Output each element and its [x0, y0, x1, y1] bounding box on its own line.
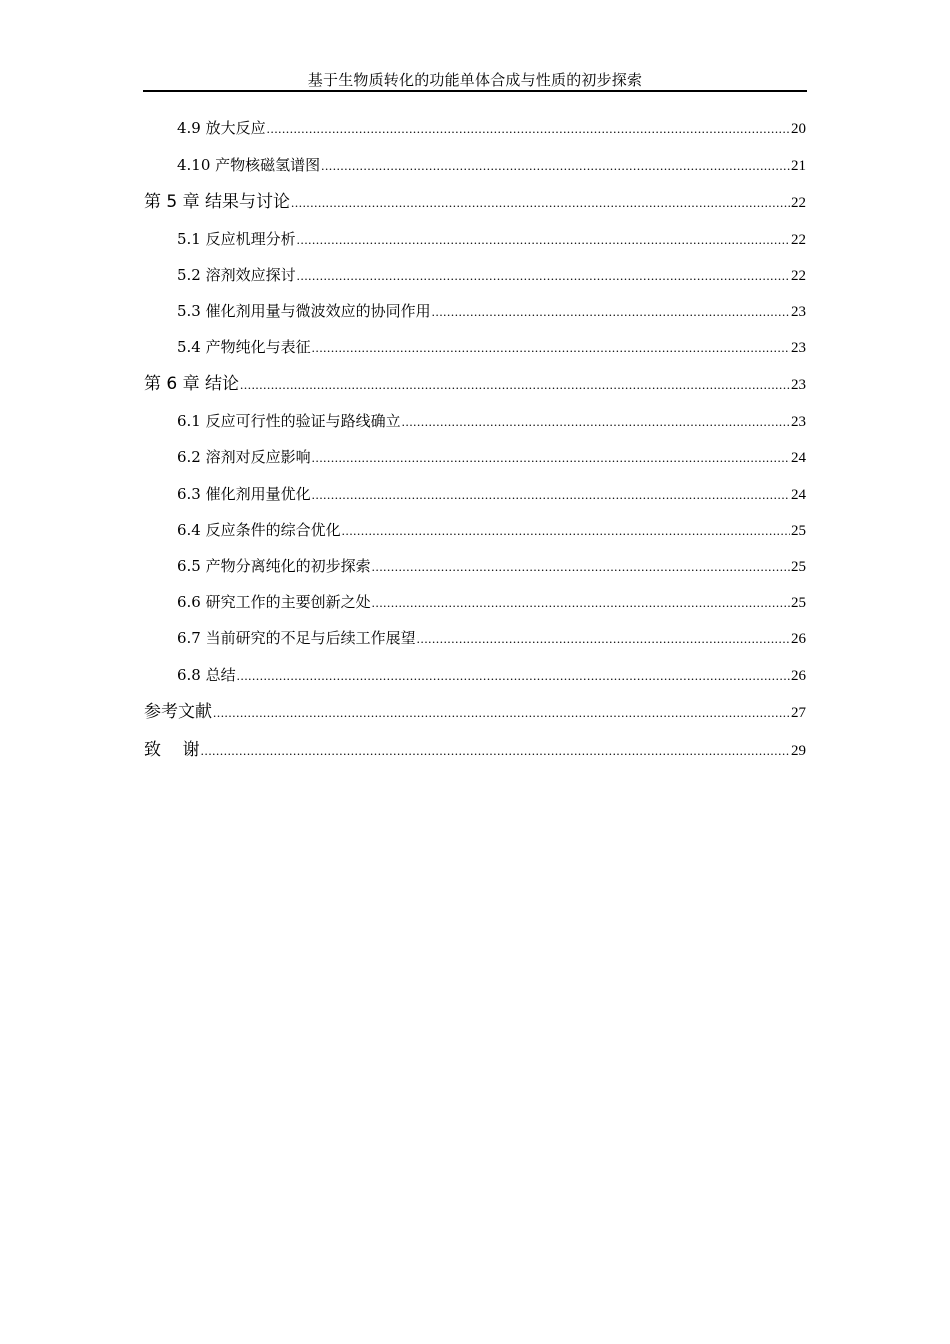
- page-header-title: 基于生物质转化的功能单体合成与性质的初步探索: [307, 71, 643, 89]
- toc-entry-references[interactable]: [144, 700, 806, 724]
- toc-entry-4-10[interactable]: [177, 154, 806, 176]
- toc-page-number: 23: [791, 414, 806, 430]
- toc-page-number: 24: [791, 450, 806, 466]
- toc-entry-6-2[interactable]: [177, 446, 806, 468]
- toc-entry-title: 4.10 产物核磁氢谱图: [177, 156, 321, 174]
- toc-dot-leader: [372, 592, 790, 614]
- toc-entry-title: 4.9 放大反应: [177, 119, 266, 137]
- toc-entry-4-9[interactable]: [177, 117, 806, 139]
- toc-entry-6-4[interactable]: [177, 519, 806, 541]
- toc-entry-title: 第 5 章 结果与讨论: [144, 192, 291, 212]
- toc-dot-leader: [342, 520, 790, 542]
- toc-page-number: 23: [791, 377, 806, 393]
- toc-page-number: 22: [791, 195, 806, 211]
- toc-dot-leader: [297, 265, 790, 287]
- toc-entry-title: 5.4 产物纯化与表征: [177, 338, 311, 356]
- toc-entry-title: 6.2 溶剂对反应影响: [177, 448, 311, 466]
- toc-entry-6-6[interactable]: [177, 591, 806, 613]
- toc-dot-leader: [312, 447, 790, 469]
- toc-entry-title: 5.2 溶剂效应探讨: [177, 266, 296, 284]
- toc-page-number: 26: [791, 668, 806, 684]
- header-rule: [143, 90, 807, 92]
- toc-page-number: 22: [791, 268, 806, 284]
- toc-page-number: 23: [791, 304, 806, 320]
- toc-dot-leader: [267, 118, 790, 140]
- toc-page-number: 23: [791, 340, 806, 356]
- toc-entry-6-1[interactable]: [177, 410, 806, 432]
- toc-entry-6-8[interactable]: [177, 664, 806, 686]
- toc-entry-title: 第 6 章 结论: [144, 374, 240, 394]
- toc-dot-leader: [240, 373, 790, 397]
- toc-entry-title: 6.1 反应可行性的验证与路线确立: [177, 412, 401, 430]
- toc-page-number: 26: [791, 631, 806, 647]
- toc-entry-6-3[interactable]: [177, 483, 806, 505]
- toc-dot-leader: [417, 628, 790, 650]
- toc-entry-5-3[interactable]: [177, 300, 806, 322]
- toc-page-number: 29: [791, 743, 806, 759]
- toc-entry-acknowledgements[interactable]: [144, 738, 806, 762]
- toc-dot-leader: [372, 556, 790, 578]
- toc-dot-leader: [291, 191, 790, 215]
- toc-entry-title: 5.3 催化剂用量与微波效应的协同作用: [177, 302, 431, 320]
- toc-dot-leader: [432, 301, 790, 323]
- toc-entry-title: 参考文献: [144, 702, 212, 722]
- toc-page-number: 25: [791, 595, 806, 611]
- toc-dot-leader: [312, 337, 790, 359]
- toc-entry-chapter-6[interactable]: [144, 372, 806, 396]
- toc-dot-leader: [297, 229, 790, 251]
- toc-entry-title: 6.4 反应条件的综合优化: [177, 521, 341, 539]
- toc-dot-leader: [201, 739, 790, 763]
- toc-page-number: 20: [791, 121, 806, 137]
- toc-page-number: 22: [791, 232, 806, 248]
- toc-dot-leader: [312, 484, 790, 506]
- toc-page-number: 24: [791, 487, 806, 503]
- toc-dot-leader: [237, 665, 790, 687]
- toc-entry-title: 6.8 总结: [177, 666, 236, 684]
- toc-entry-title: 6.7 当前研究的不足与后续工作展望: [177, 629, 416, 647]
- toc-page-number: 25: [791, 559, 806, 575]
- toc-page-number: 21: [791, 158, 806, 174]
- toc-entry-chapter-5[interactable]: [144, 190, 806, 214]
- toc-entry-5-4[interactable]: [177, 336, 806, 358]
- toc-dot-leader: [213, 701, 790, 725]
- toc-entry-6-7[interactable]: [177, 627, 806, 649]
- toc-entry-5-1[interactable]: [177, 228, 806, 250]
- toc-entry-title: 6.3 催化剂用量优化: [177, 485, 311, 503]
- toc-page-number: 25: [791, 523, 806, 539]
- toc-entry-title: 6.5 产物分离纯化的初步探索: [177, 557, 371, 575]
- toc-entry-title: 5.1 反应机理分析: [177, 230, 296, 248]
- toc-entry-title: 6.6 研究工作的主要创新之处: [177, 593, 371, 611]
- toc-entry-6-5[interactable]: [177, 555, 806, 577]
- toc-dot-leader: [321, 155, 790, 177]
- toc-page-number: 27: [791, 705, 806, 721]
- toc-dot-leader: [402, 411, 790, 433]
- toc-entry-title: 致 谢: [144, 740, 200, 760]
- toc-entry-5-2[interactable]: [177, 264, 806, 286]
